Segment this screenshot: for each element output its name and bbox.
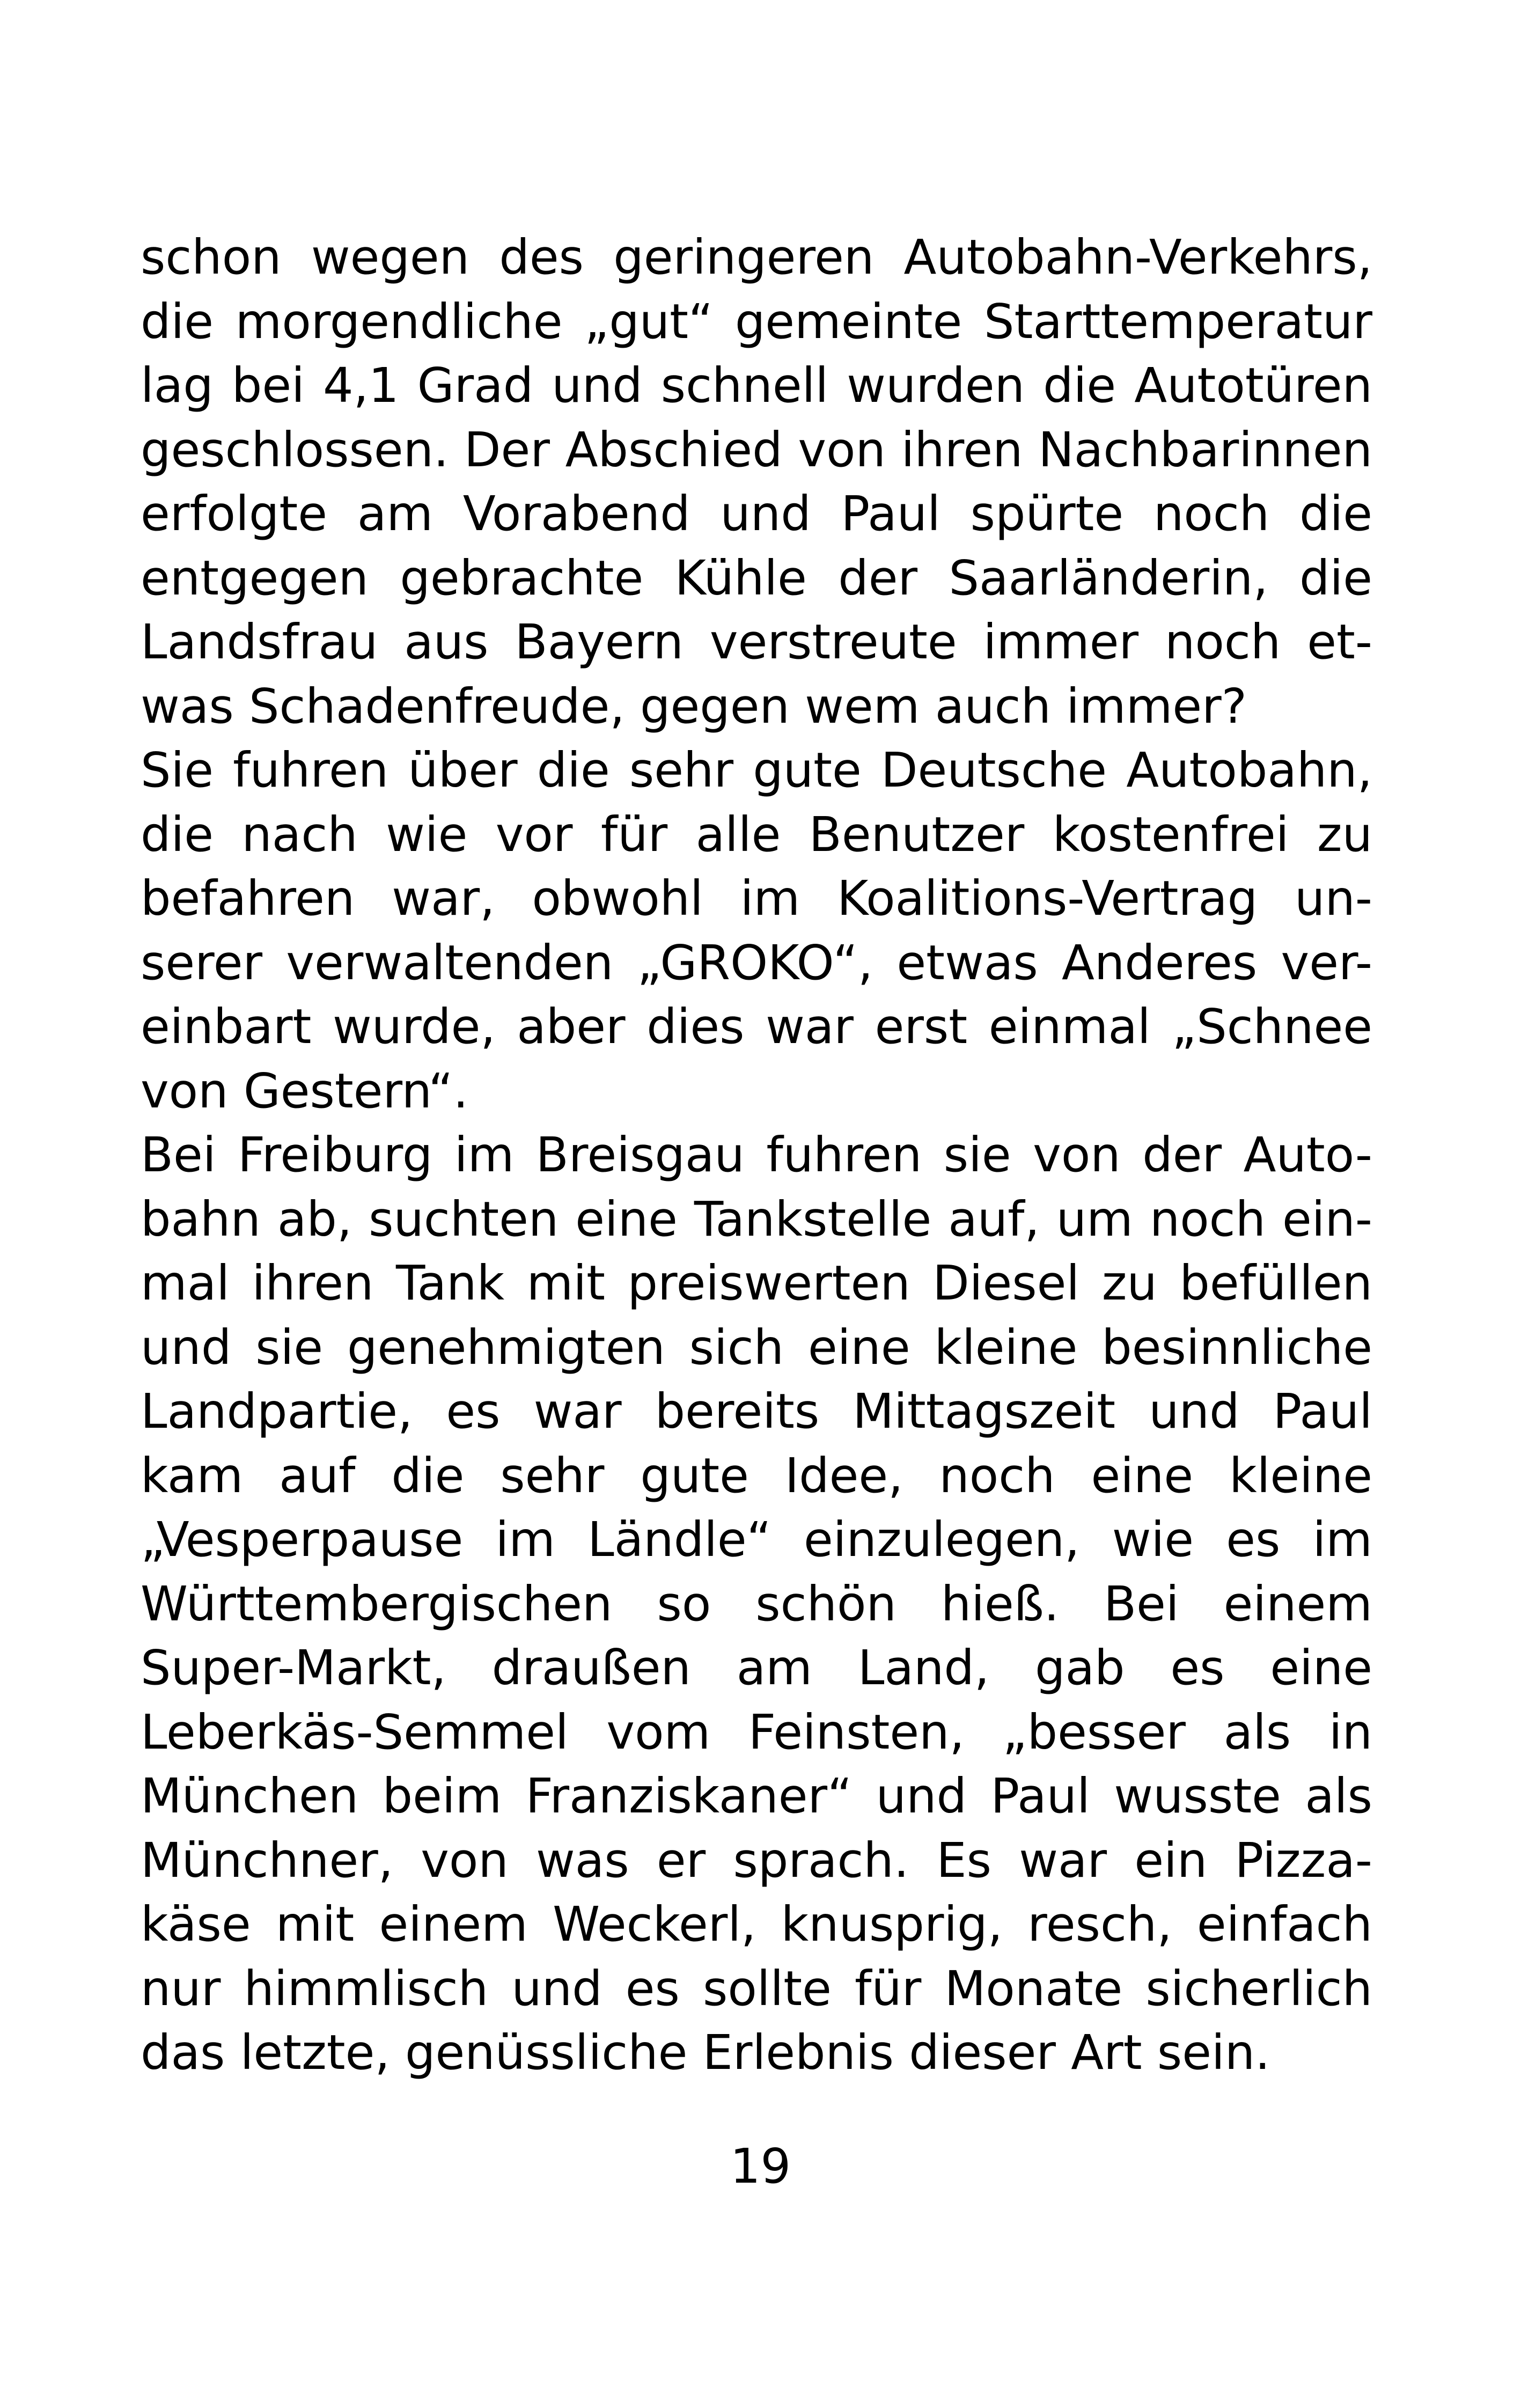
text-line: die morgendliche „gut“ gemeinte Starttemperatur: [141, 293, 1372, 349]
text-line: bahn ab, suchten eine Tankstelle auf, um noch ein-: [141, 1191, 1372, 1247]
text-line: München beim Franziskaner“ und Paul wusste als: [141, 1768, 1372, 1824]
text-line: käse mit einem Weckerl, knusprig, resch, einfach: [141, 1896, 1372, 1952]
text-line: kam auf die sehr gute Idee, noch eine kleine: [141, 1447, 1372, 1503]
text-line: Landpartie, es war bereits Mittagszeit und Paul: [141, 1383, 1372, 1439]
text-line: und sie genehmigten sich eine kleine besinnliche: [141, 1319, 1372, 1375]
page-body: [141, 225, 1372, 2085]
text-line: nur himmlisch und es sollte für Monate sicherlich: [141, 1960, 1372, 2016]
text-line: Super-Markt, draußen am Land, gab es eine: [141, 1640, 1372, 1695]
text-line: befahren war, obwohl im Koalitions-Vertrag un-: [141, 870, 1372, 926]
text-line: Sie fuhren über die sehr gute Deutsche Autobahn,: [141, 742, 1372, 798]
text-line: was Schadenfreude, gegen wem auch immer?: [141, 678, 1247, 734]
text-line: Landsfrau aus Bayern verstreute immer noch et-: [141, 614, 1372, 670]
paragraph-3: [141, 1123, 1372, 2085]
text-line: Württembergischen so schön hieß. Bei einem: [141, 1575, 1372, 1632]
text-line: „Vesperpause im Ländle“ einzulegen, wie es im: [141, 1511, 1372, 1567]
page-number: 19: [730, 2138, 791, 2194]
text-line: schon wegen des geringeren Autobahn-Verkehrs,: [141, 229, 1372, 285]
paragraph-2: [141, 738, 1372, 1123]
text-line: entgegen gebrachte Kühle der Saarländerin, die: [141, 549, 1372, 606]
text-line: Bei Freiburg im Breisgau fuhren sie von der Auto-: [141, 1127, 1372, 1183]
text-line: von Gestern“.: [141, 1062, 468, 1119]
text-line: einbart wurde, aber dies war erst einmal „Schnee: [141, 999, 1372, 1054]
text-line: Leberkäs-Semmel vom Feinsten, „besser als in: [141, 1704, 1372, 1760]
text-line: Münchner, von was er sprach. Es war ein Pizza-: [141, 1832, 1372, 1888]
text-line: mal ihren Tank mit preiswerten Diesel zu befüllen: [141, 1255, 1372, 1311]
text-line: geschlossen. Der Abschied von ihren Nachbarinnen: [141, 421, 1372, 478]
text-line: lag bei 4,1 Grad und schnell wurden die Autotüren: [141, 357, 1372, 413]
text-line: die nach wie vor für alle Benutzer kostenfrei zu: [141, 806, 1372, 862]
text-line: das letzte, genüssliche Erlebnis dieser Art sein.: [141, 2024, 1270, 2080]
text-line: erfolgte am Vorabend und Paul spürte noch die: [141, 486, 1372, 541]
paragraph-1: [141, 225, 1372, 738]
text-line: serer verwaltenden „GROKO“, etwas Anderes ver-: [141, 934, 1372, 990]
